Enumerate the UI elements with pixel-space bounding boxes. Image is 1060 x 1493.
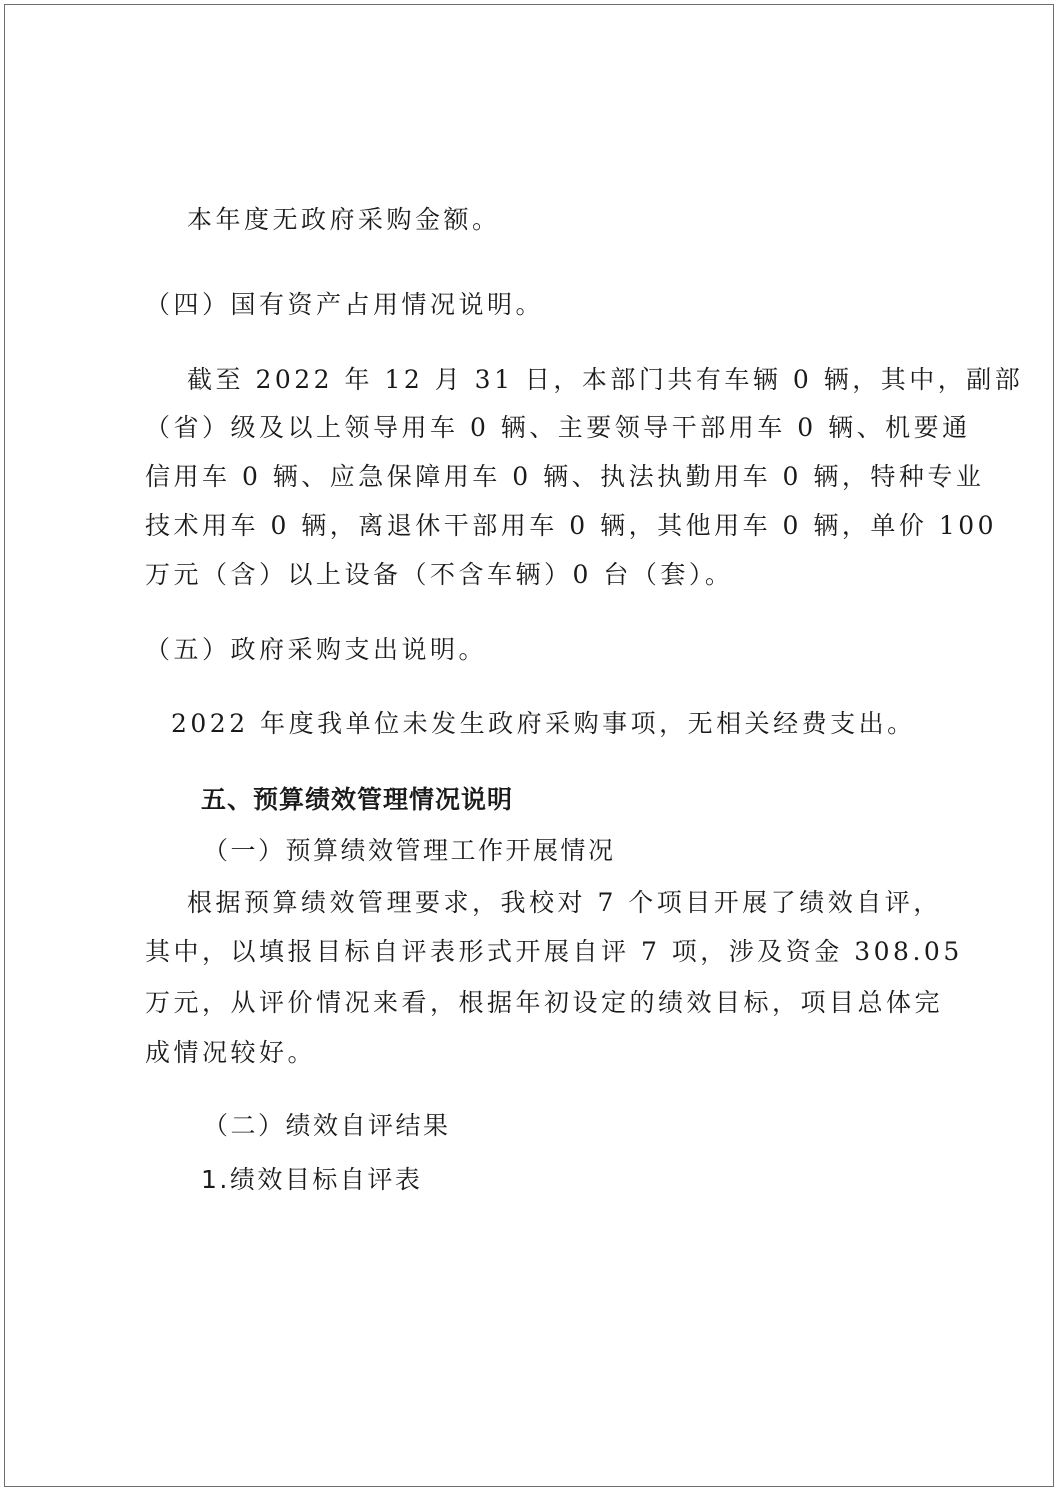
performance-paragraph-line-1: 根据预算绩效管理要求，我校对 7 个项目开展了绩效自评，	[187, 888, 942, 917]
section-assets-heading: （四）国有资产占用情况说明。	[145, 290, 545, 319]
assets-paragraph-line-2: （省）级及以上领导用车 0 辆、主要领导干部用车 0 辆、机要通	[145, 413, 971, 442]
performance-sub1-heading: （一）预算绩效管理工作开展情况	[203, 836, 616, 865]
performance-section-title: 五、预算绩效管理情况说明	[201, 785, 514, 814]
document-page	[4, 4, 1054, 1487]
performance-paragraph-line-2: 其中，以填报目标自评表形式开展自评 7 项，涉及资金 308.05	[145, 937, 963, 966]
performance-sub2-heading: （二）绩效自评结果	[203, 1111, 451, 1140]
assets-paragraph-line-5: 万元（含）以上设备（不含车辆）0 台（套）。	[145, 560, 734, 589]
section-procurement-heading: （五）政府采购支出说明。	[145, 635, 488, 664]
assets-paragraph-line-4: 技术用车 0 辆，离退休干部用车 0 辆，其他用车 0 辆，单价 100	[145, 511, 998, 540]
performance-self-evaluation-item: 1.绩效目标自评表	[201, 1165, 423, 1194]
assets-paragraph-line-3: 信用车 0 辆、应急保障用车 0 辆、执法执勤用车 0 辆，特种专业	[145, 462, 985, 491]
procurement-amount-text: 本年度无政府采购金额。	[187, 205, 501, 234]
performance-paragraph-line-4: 成情况较好。	[145, 1038, 317, 1067]
procurement-expense-text: 2022 年度我单位未发生政府采购事项，无相关经费支出。	[171, 709, 916, 738]
performance-paragraph-line-3: 万元，从评价情况来看，根据年初设定的绩效目标，项目总体完	[145, 988, 944, 1017]
assets-paragraph-line-1: 截至 2022 年 12 月 31 日，本部门共有车辆 0 辆，其中，副部	[187, 365, 1024, 394]
